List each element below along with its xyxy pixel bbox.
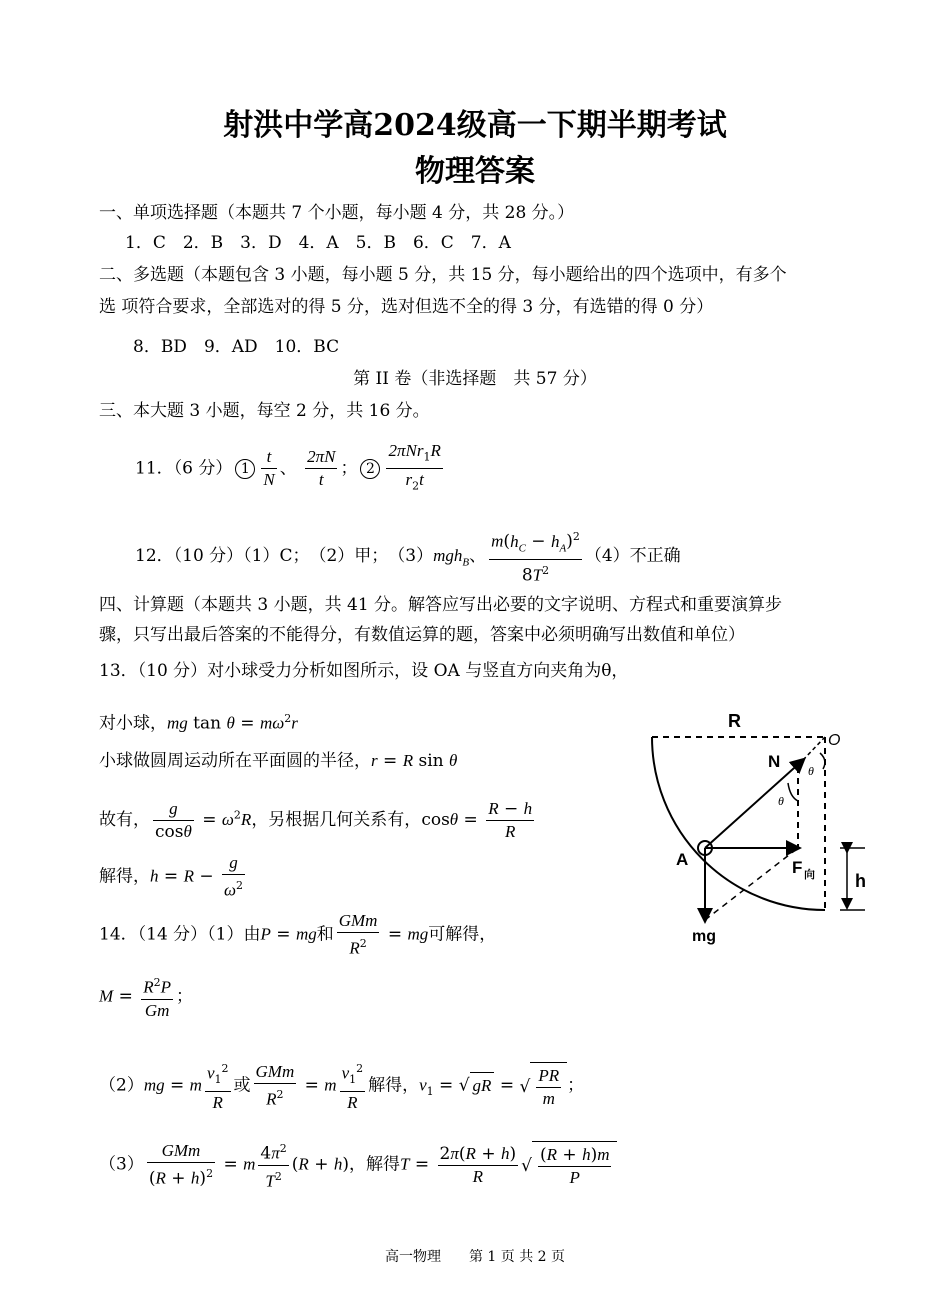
label-A: A bbox=[676, 850, 689, 869]
section4-header-line2: 骤，只写出最后答案的不能得分，有数值运算的题，答案中必须明确写出数值和单位） bbox=[99, 625, 745, 645]
q13-line4: 故有， $\frac{g}{\cos\theta}$ = $\omega^2R$，另根据几何关系有，cosθ = $\frac{R - h}{R}$ bbox=[99, 799, 533, 842]
q13-l5-prefix: 解得， bbox=[99, 866, 150, 887]
label-mg: mg bbox=[692, 928, 716, 945]
label-F-sub: 向 bbox=[804, 868, 815, 881]
q13-line2: 对小球，mg $\tan \theta = m\omega^2r$ bbox=[99, 712, 298, 734]
q13-l3-prefix: 小球做圆周运动所在平面圆的半径， bbox=[99, 751, 371, 771]
q14-line2: M = $\frac{R^2P}{Gm}$ ； bbox=[99, 972, 193, 1022]
volume2-header: 第 II 卷（非选择题 共 57 分） bbox=[353, 369, 597, 389]
formula: mgh$_B$ bbox=[433, 545, 470, 569]
section4-header-line1: 四、计算题（本题共 3 小题，共 41 分。解答应写出必要的文字说明、方程式和重要演算步 bbox=[99, 595, 783, 615]
fraction: $\frac{\text{GMm}}{R^2}$ bbox=[338, 911, 378, 958]
q14-l1-and: 和 bbox=[316, 924, 334, 945]
label-F: F bbox=[792, 858, 803, 877]
section1-header: 一、单项选择题（本题共 7 个小题，每小题 4 分，共 28 分。） bbox=[99, 203, 575, 223]
fraction: $\frac{m(h_C - h_A)^2}{8T^2}$ bbox=[489, 526, 582, 587]
page-footer: 高一物理 第 1 页 共 2 页 bbox=[384, 1249, 566, 1265]
q12-label: 12．（10 分）（1）C； （2）甲； （3） bbox=[135, 545, 434, 566]
label-N: N bbox=[768, 752, 781, 771]
q11-label: 11．（6 分） bbox=[135, 458, 233, 479]
label-h: h bbox=[855, 871, 866, 891]
separator: 、 bbox=[279, 458, 297, 479]
exam-title: 射洪中学高2024级高一下期半期考试 bbox=[223, 108, 727, 143]
section2-answers: 8．BD 9．AD 10．BC bbox=[133, 337, 340, 357]
q13-l2-prefix: 对小球， bbox=[99, 713, 167, 734]
q14-line4: （3） $\frac{\text{GMm}}{(R + h)^2}$ = m $\frac{4\pi^2}{T^2}$ (R + h)，解得T = $\frac{2\pi(R + h)}{R}$ √ $\frac{(R + h)m}{P}$ bbox=[99, 1138, 617, 1192]
exam-subtitle: 物理答案 bbox=[415, 154, 535, 189]
section2-header-line1: 二、多选题（本题包含 3 小题，每小题 5 分，共 15 分，每小题给出的四个选项中，有多个 bbox=[99, 265, 787, 285]
fraction: $\frac{2\pi N}{t}$ bbox=[307, 447, 336, 490]
q14-l1-suffix: 可解得， bbox=[428, 924, 497, 945]
label-O: O bbox=[828, 732, 841, 749]
q11-answer bbox=[135, 440, 446, 498]
q14-l4-prefix: （3） bbox=[99, 1154, 144, 1175]
q14-l3-prefix: （2） bbox=[99, 1075, 144, 1096]
fraction: $\frac{2\pi(R + h)}{R}$ bbox=[439, 1143, 517, 1186]
section3-header: 三、本大题 3 小题，每空 2 分，共 16 分。 bbox=[99, 401, 430, 421]
fraction: $\frac{R - h}{R}$ bbox=[488, 799, 533, 841]
fraction: $\frac{4\pi^2}{T^2}$ bbox=[258, 1138, 288, 1192]
fraction: $\frac{2\pi Nr_1R}{r_2t}$ bbox=[388, 441, 441, 493]
formula: mg bbox=[167, 713, 188, 733]
fraction: $\frac{v_1^2}{R}$ bbox=[340, 1058, 366, 1114]
q14-l1-prefix: 14．（14 分）（1）由 bbox=[99, 924, 261, 945]
q14-l2-suffix: ； bbox=[176, 986, 194, 1007]
fraction: $\frac{t}{N}$ bbox=[263, 447, 275, 490]
q13-line1: 13．（10 分）对小球受力分析如图所示，设 OA 与竖直方向夹角为θ， bbox=[99, 661, 629, 681]
q13-line5: 解得，h = R − $\frac{g}{\omega^2}$ bbox=[99, 853, 244, 900]
separator: ； bbox=[340, 458, 358, 479]
section2-header-line2: 选 项符合要求，全部选对的得 5 分，选对但选不全的得 3 分，有选错的得 0 分） bbox=[99, 297, 714, 317]
q14-l3-suffix: ； bbox=[567, 1075, 585, 1096]
force-diagram bbox=[640, 705, 880, 945]
fraction: $\frac{g}{\omega^2}$ bbox=[224, 853, 244, 900]
normal-force-arrow bbox=[705, 760, 803, 848]
q14-line3: （2）mg = m $\frac{v_1^2}{R}$ 或 $\frac{\text{GMm}}{R^2}$ = m $\frac{v_1^2}{R}$ 解得，$v_1$ = √ gR = √ $\frac{PR}{m}$ ； bbox=[99, 1058, 584, 1114]
label-theta: θ bbox=[808, 764, 814, 778]
fraction: $\frac{\text{GMm}}{(R + h)^2}$ bbox=[148, 1141, 214, 1189]
q14-l4-mid: ，解得 bbox=[349, 1154, 400, 1175]
fraction: $\frac{R^2P}{Gm}$ bbox=[141, 972, 173, 1022]
label-R: R bbox=[728, 711, 741, 731]
fraction: $\frac{g}{\cos\theta}$ bbox=[155, 799, 192, 842]
fraction: $\frac{v_1^2}{R}$ bbox=[205, 1058, 231, 1114]
label-theta-lower: θ bbox=[778, 794, 784, 808]
q13-l4-prefix: 故有， bbox=[99, 810, 150, 830]
q14-line1: 14．（14 分）（1）由P = mg和 $\frac{\text{GMm}}{R^2}$ = mg可解得， bbox=[99, 911, 497, 958]
fraction: $\frac{\text{GMm}}{R^2}$ bbox=[255, 1062, 295, 1109]
section1-answers: 1．C 2．B 3．D 4．A 5．B 6．C 7．A bbox=[125, 233, 511, 253]
q12-answer bbox=[135, 526, 681, 587]
separator: 、 bbox=[469, 545, 487, 566]
q14-l3-mid: 解得， bbox=[368, 1075, 420, 1096]
q13-l4-mid: ，另根据几何关系有， bbox=[251, 810, 422, 830]
circled-number: 1 bbox=[235, 459, 255, 479]
q14-l3-or: 或 bbox=[233, 1075, 251, 1096]
circled-number: 2 bbox=[360, 459, 380, 479]
q12-tail: （4）不正确 bbox=[584, 545, 681, 566]
q13-line3: 小球做圆周运动所在平面圆的半径，r = R sin θ bbox=[99, 751, 458, 771]
